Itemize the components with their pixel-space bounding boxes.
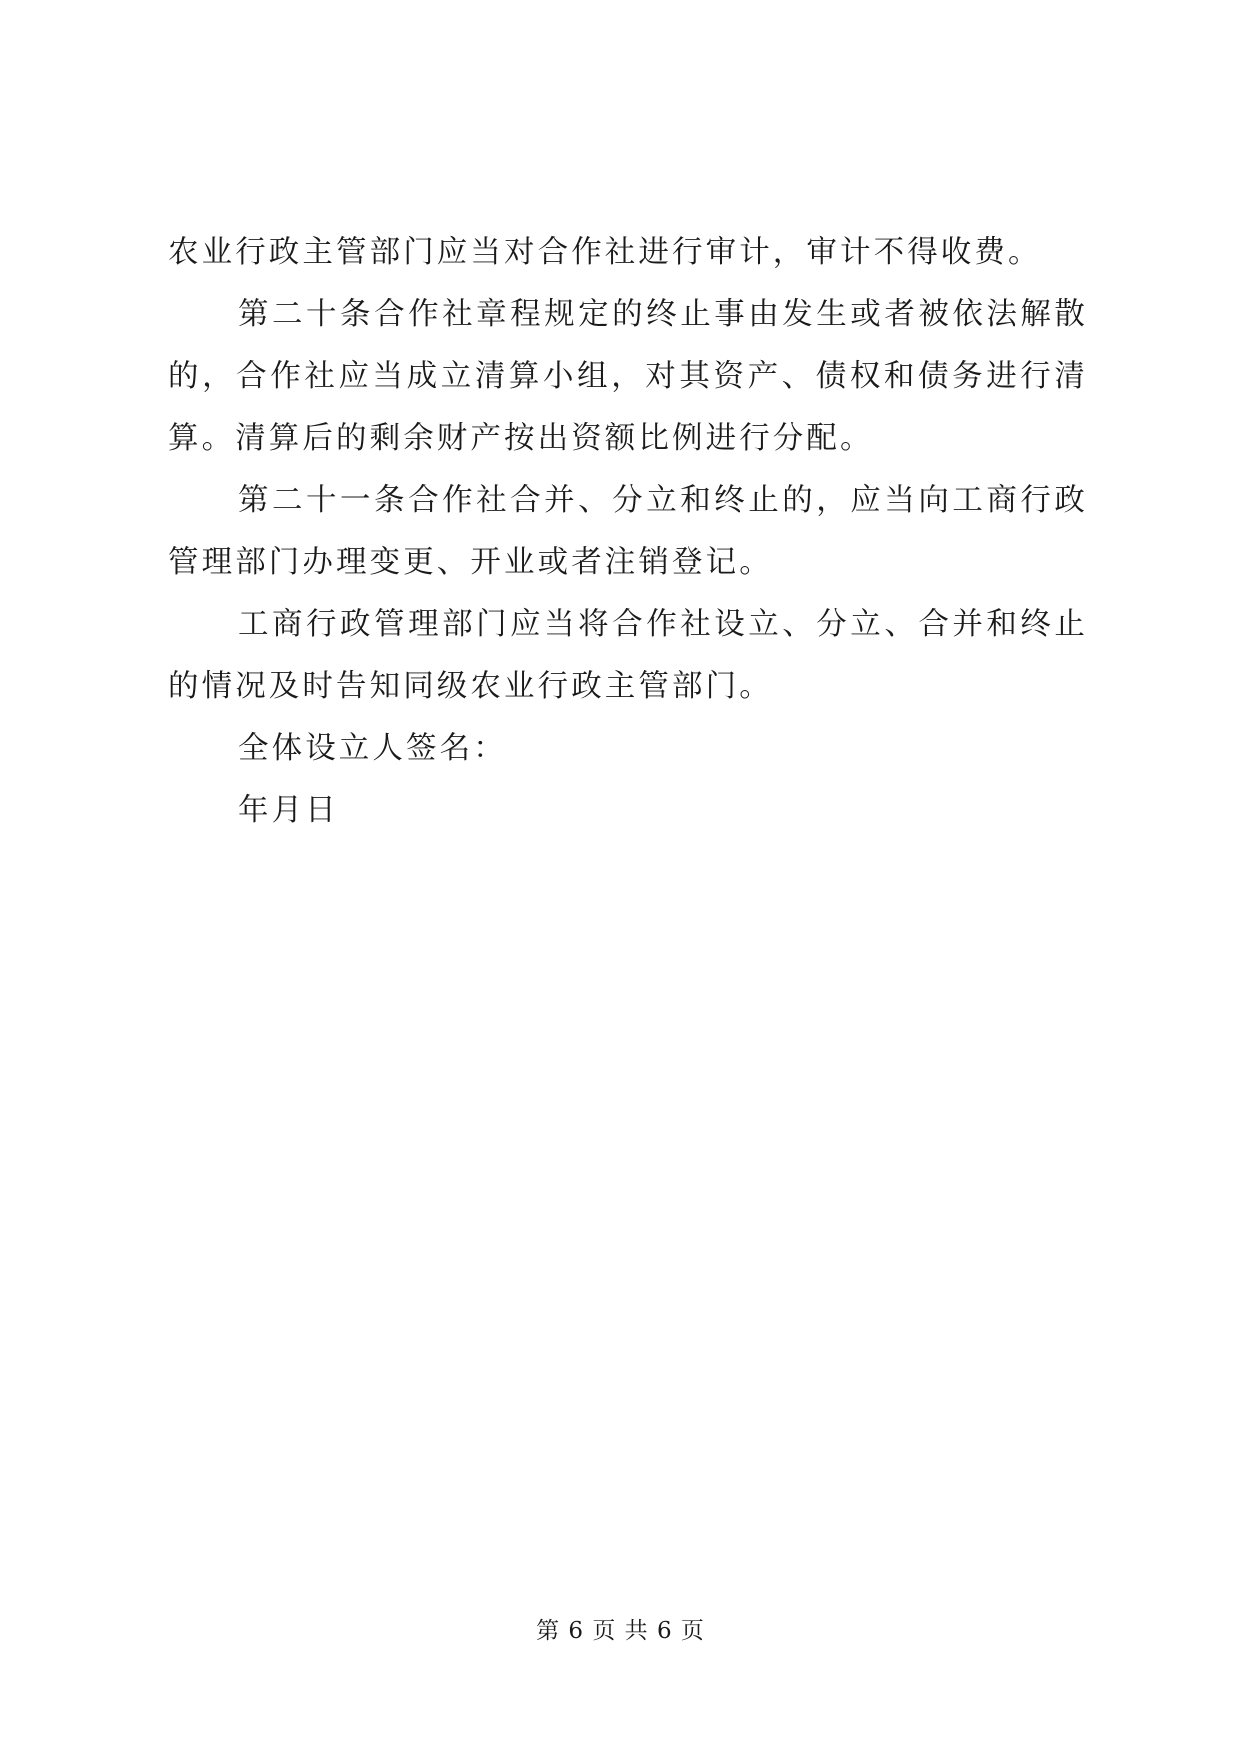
paragraph-audit: 农业行政主管部门应当对合作社进行审计，审计不得收费。 [168, 235, 1042, 270]
paragraph-notification: 工商行政管理部门应当将合作社设立、分立、合并和终止的情况及时告知同级农业行政主管部门。 [168, 607, 1088, 704]
date-line: 年月日 [238, 793, 339, 828]
paragraph-article-20: 第二十条合作社章程规定的终止事由发生或者被依法解散的，合作社应当成立清算小组，对其资产、债权和债务进行清算。清算后的剩余财产按出资额比例进行分配。 [168, 297, 1088, 456]
signature-line: 全体设立人签名： [238, 731, 507, 766]
page-footer: 第 6 页 共 6 页 [536, 1618, 705, 1644]
document-body [168, 222, 1088, 842]
paragraph-article-21: 第二十一条合作社合并、分立和终止的，应当向工商行政管理部门办理变更、开业或者注销登记。 [168, 483, 1088, 580]
